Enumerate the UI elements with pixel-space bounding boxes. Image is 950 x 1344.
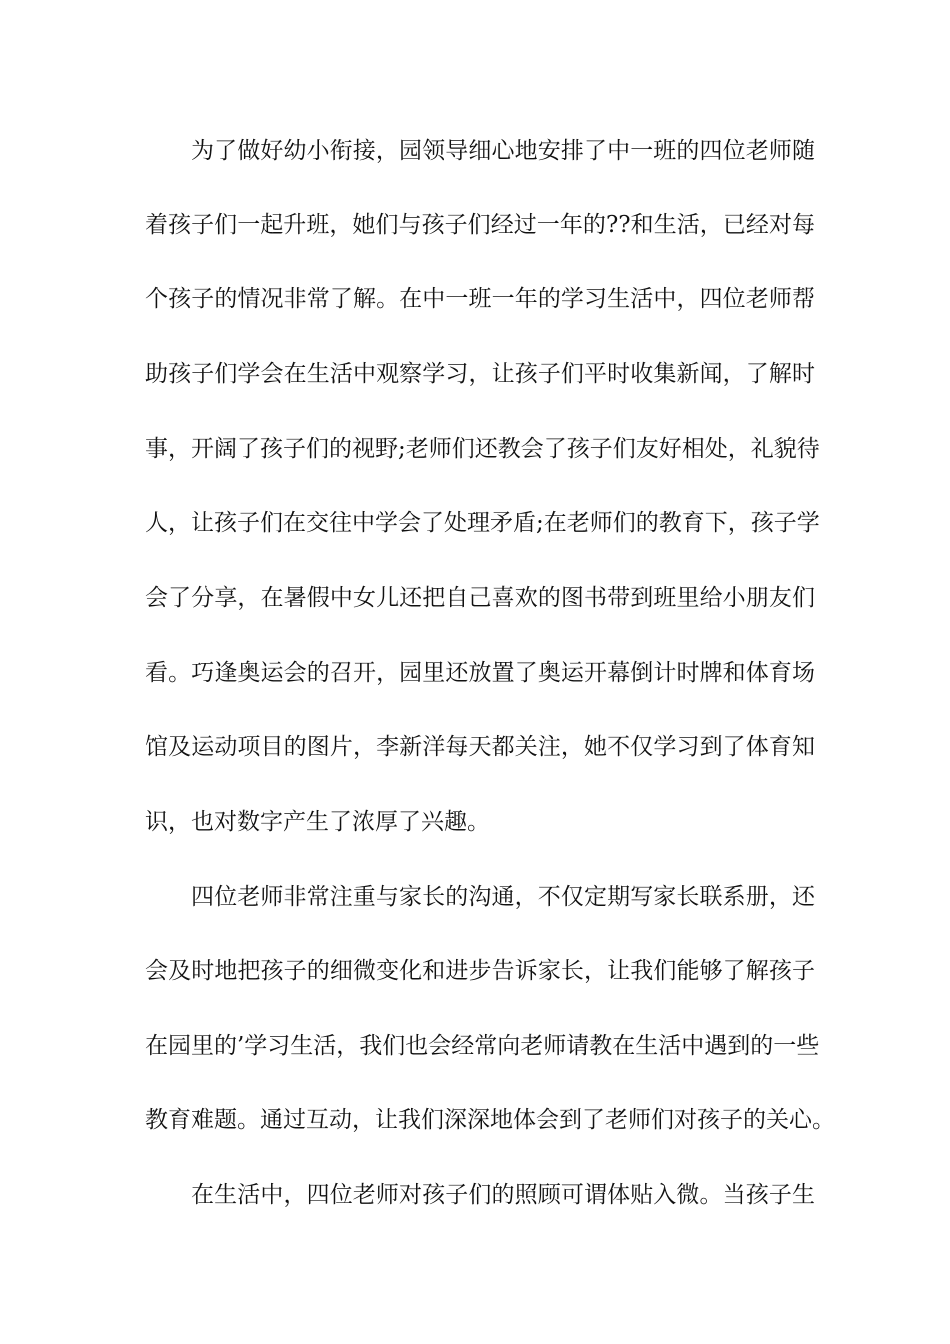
paragraph-1-line-8: 看。巧逢奥运会的召开，园里还放置了奥运开幕倒计时牌和体育场 <box>145 660 815 686</box>
paragraph-1-line-5: 事，开阔了孩子们的视野;老师们还教会了孩子们友好相处，礼貌待 <box>145 436 820 462</box>
paragraph-3-line-1: 在生活中，四位老师对孩子们的照顾可谓体贴入微。当孩子生 <box>191 1182 815 1208</box>
paragraph-1-line-6: 人，让孩子们在交往中学会了处理矛盾;在老师们的教育下，孩子学 <box>145 510 820 536</box>
paragraph-1-line-9: 馆及运动项目的图片，李新洋每天都关注，她不仅学习到了体育知 <box>145 734 815 760</box>
paragraph-1-line-4: 助孩子们学会在生活中观察学习，让孩子们平时收集新闻，了解时 <box>145 361 815 387</box>
paragraph-2-line-1: 四位老师非常注重与家长的沟通，不仅定期写家长联系册，还 <box>191 884 815 910</box>
paragraph-1-line-7: 会了分享，在暑假中女儿还把自己喜欢的图书带到班里给小朋友们 <box>145 585 815 611</box>
paragraph-2-line-4: 教育难题。通过互动，让我们深深地体会到了老师们对孩子的关心。 <box>145 1107 835 1133</box>
paragraph-1-line-10: 识，也对数字产生了浓厚了兴趣。 <box>145 809 490 835</box>
paragraph-1-line-2: 着孩子们一起升班，她们与孩子们经过一年的??和生活，已经对每 <box>145 212 815 238</box>
paragraph-1-line-1: 为了做好幼小衔接，园领导细心地安排了中一班的四位老师随 <box>191 138 815 164</box>
paragraph-2-line-3: 在园里的’学习生活，我们也会经常向老师请教在生活中遇到的一些 <box>145 1033 820 1059</box>
paragraph-2-line-2: 会及时地把孩子的细微变化和进步告诉家长，让我们能够了解孩子 <box>145 958 815 984</box>
paragraph-1-line-3: 个孩子的情况非常了解。在中一班一年的学习生活中，四位老师帮 <box>145 286 815 312</box>
